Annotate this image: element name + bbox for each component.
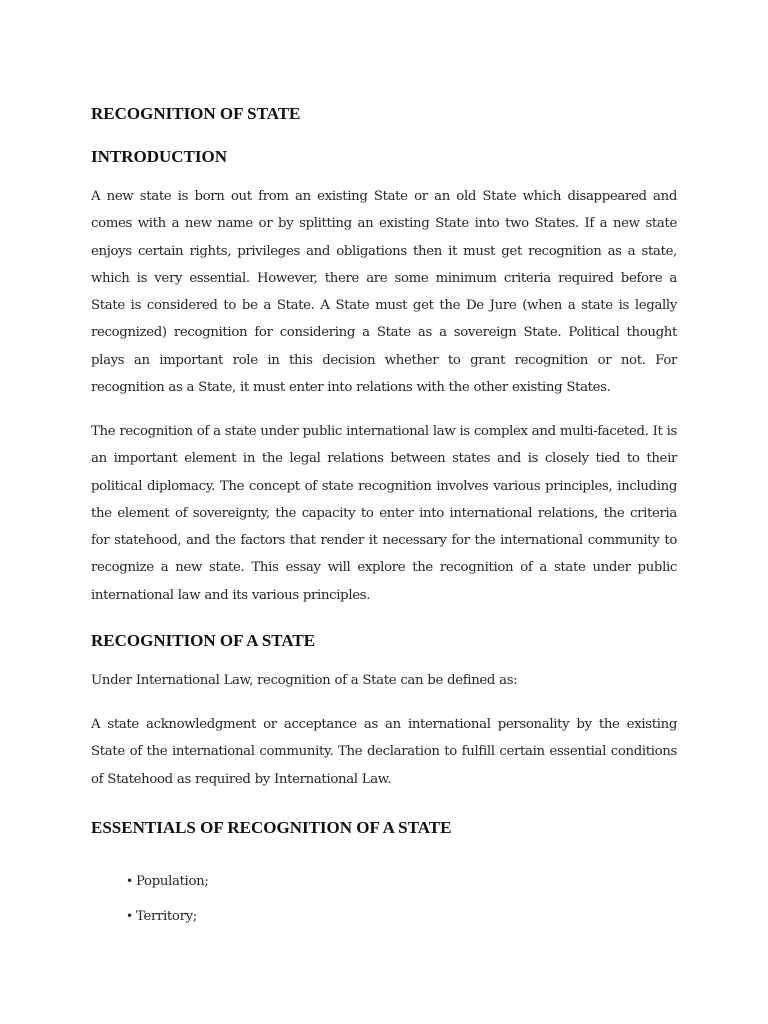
paragraph-definition-intro: Under International Law, recognition of a State can be defined as:: [91, 673, 518, 688]
heading-introduction: INTRODUCTION: [91, 147, 228, 166]
bullet-icon: •: [126, 874, 133, 888]
list-item-text: Territory;: [136, 909, 197, 924]
paragraph-definition: A state acknowledgment or acceptance as an international personality by the existing State of the international community. The declaration to fulfill certain essential conditions of Statehood as required by International Law.: [91, 717, 677, 787]
heading-essentials: ESSENTIALS OF RECOGNITION OF A STATE: [91, 818, 452, 837]
paragraph-intro-2: The recognition of a state under public international law is complex and multi-faceted. It is an important element in the legal relations between states and is closely tied to their political diplomacy. The concept of state recognition involves various principles, including the element of sovereignty, the capacity to enter into international relations, the criteria for statehood, and the factors that render it necessary for the international community to recognize a new state. This essay will explore the recognition of a state under public international law and its various principles.: [91, 424, 677, 603]
document-title: RECOGNITION OF STATE: [91, 104, 301, 123]
essentials-list: [126, 864, 208, 934]
heading-recognition-of-a-state: RECOGNITION OF A STATE: [91, 631, 316, 650]
list-item: [126, 899, 208, 934]
bullet-icon: •: [126, 909, 133, 923]
list-item: [126, 864, 208, 899]
paragraph-intro-1: A new state is born out from an existing State or an old State which disappeared and comes with a new name or by splitting an existing State into two States. If a new state enjoys certain rights, privileges and obligations then it must get recognition as a state, which is very essential. However, there are some minimum criteria required before a State is considered to be a State. A State must get the De Jure (when a state is legally recognized) recognition for considering a State as a sovereign State. Political thought plays an important role in this decision whether to grant recognition or not. For recognition as a State, it must enter into relations with the other existing States.: [91, 189, 677, 396]
list-item-text: Population;: [136, 874, 209, 889]
